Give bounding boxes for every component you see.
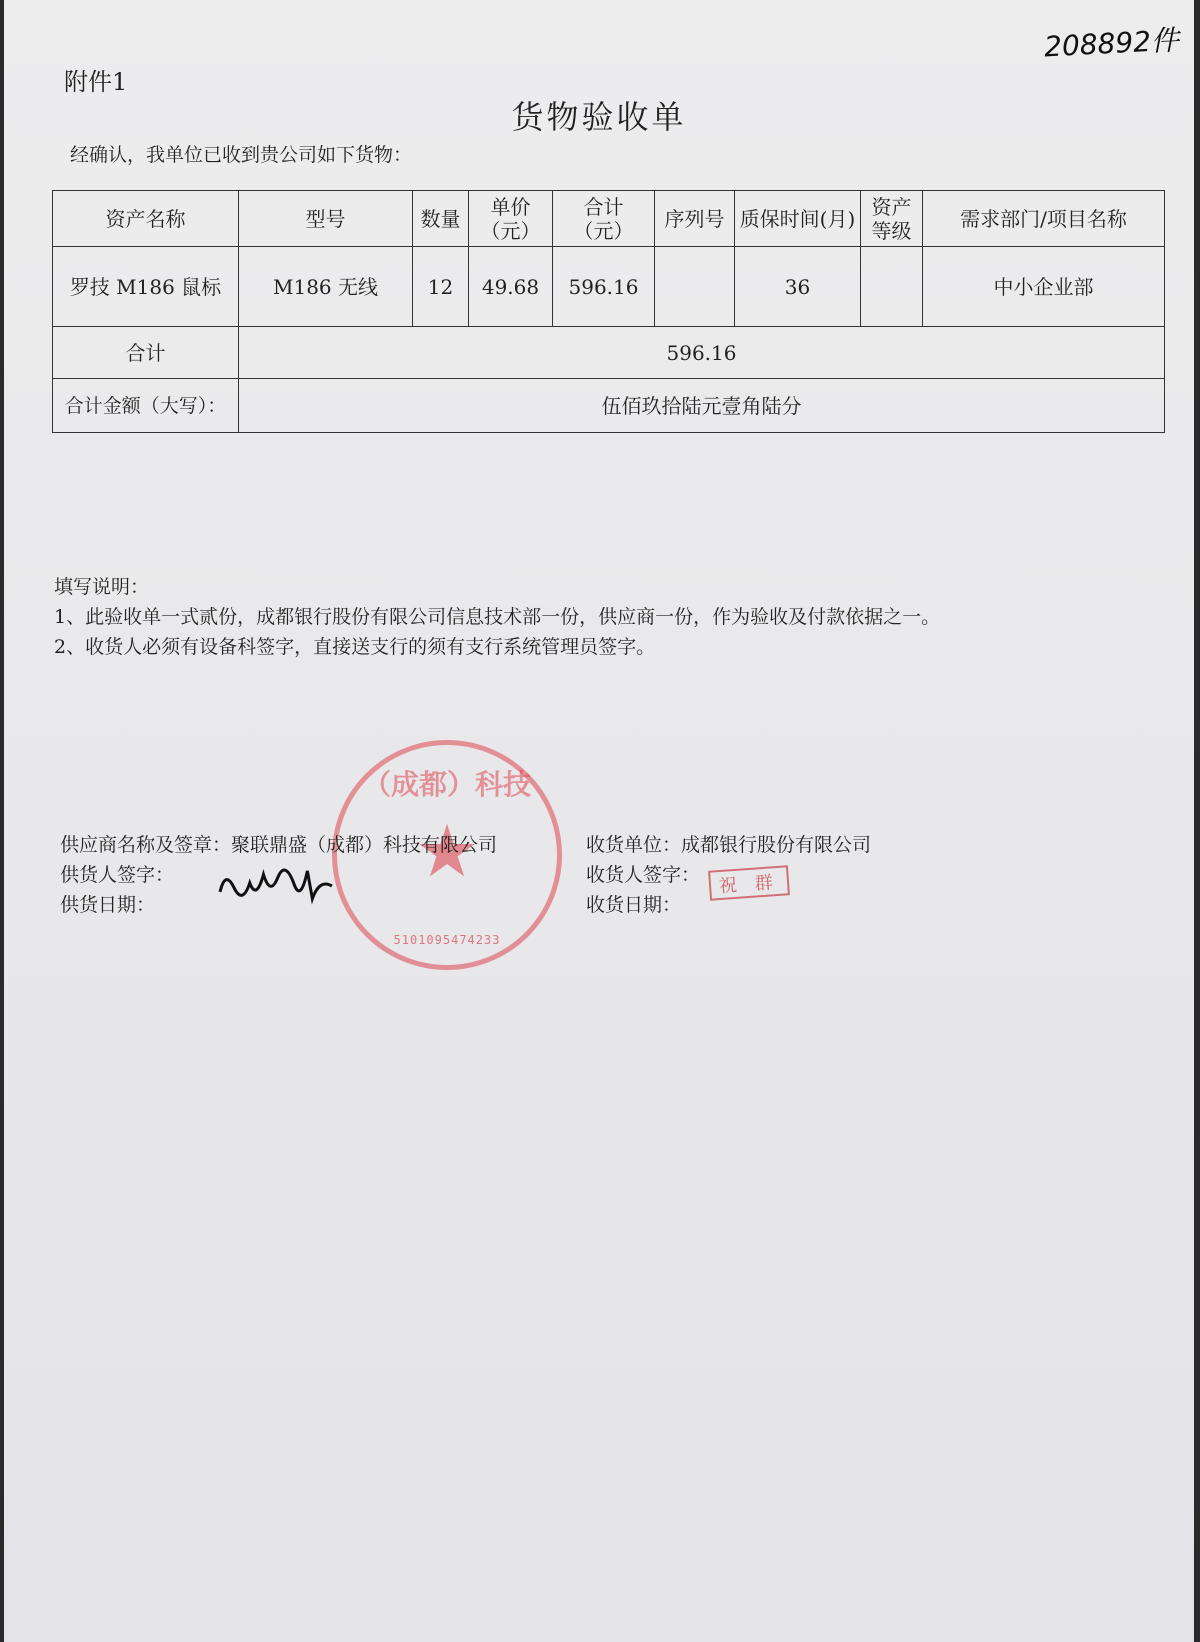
header-unit-price-line2: （元） xyxy=(480,218,541,243)
amount-in-words-row xyxy=(53,379,1165,433)
cell-dept: 中小企业部 xyxy=(923,247,1165,327)
cell-grade xyxy=(861,247,923,327)
star-icon: ★ xyxy=(414,809,480,893)
table-header-row xyxy=(53,191,1165,247)
receiver-date-label: 收货日期： xyxy=(586,894,682,916)
receiver-unit-line xyxy=(586,830,871,857)
header-model: 型号 xyxy=(239,191,413,247)
cell-subtotal: 596.16 xyxy=(553,247,655,327)
receiver-signer-label: 收货人签字： xyxy=(586,864,701,886)
seal-number: 5101095474233 xyxy=(393,933,501,947)
supplier-name-line xyxy=(60,830,497,857)
total-value: 596.16 xyxy=(239,327,1165,379)
header-unit-price xyxy=(469,191,553,247)
header-unit-price-line1: 单价 xyxy=(490,194,531,219)
cell-asset-name: 罗技 M186 鼠标 xyxy=(53,247,239,327)
header-quantity: 数量 xyxy=(413,191,469,247)
header-grade-line1: 资产 xyxy=(871,194,912,219)
instruction-item-1: 1、此验收单一式贰份，成都银行股份有限公司信息技术部一份，供应商一份，作为验收及付款依据之一。 xyxy=(54,606,941,628)
receiver-unit-label: 收货单位： xyxy=(586,834,682,856)
cell-warranty: 36 xyxy=(735,247,861,327)
header-asset-name: 资产名称 xyxy=(53,191,239,247)
table-row xyxy=(53,247,1165,327)
header-grade-line2: 等级 xyxy=(871,218,912,243)
total-label: 合计 xyxy=(53,327,239,379)
header-subtotal-line2: （元） xyxy=(573,218,634,243)
receiver-unit-value: 成都银行股份有限公司 xyxy=(681,834,872,856)
receiver-name-stamp: 祝 群 xyxy=(708,865,790,900)
header-subtotal-line1: 合计 xyxy=(583,194,624,219)
header-dept: 需求部门/项目名称 xyxy=(923,191,1165,247)
header-subtotal xyxy=(553,191,655,247)
supplier-name-value: 聚联鼎盛（成都）科技有限公司 xyxy=(231,834,498,856)
cell-quantity: 12 xyxy=(413,247,469,327)
page-title: 货物验收单 xyxy=(511,98,687,136)
seal-text: （成都）科技 xyxy=(362,768,531,801)
goods-table xyxy=(52,190,1165,433)
instructions xyxy=(54,572,940,662)
instruction-item-2: 2、收货人必须有设备科签字，直接送支行的须有支行系统管理员签字。 xyxy=(54,636,656,658)
supplier-date-label: 供货日期： xyxy=(60,894,156,916)
attachment-label: 附件1 xyxy=(64,68,128,96)
instructions-heading: 填写说明： xyxy=(54,576,150,598)
document-paper xyxy=(4,0,1194,1642)
header-warranty: 质保时间(月) xyxy=(735,191,861,247)
total-row xyxy=(53,327,1165,379)
supplier-name-label: 供应商名称及签章： xyxy=(60,834,232,856)
handwritten-note: 208892件 xyxy=(1043,23,1180,64)
supplier-signer-label: 供货人签字： xyxy=(60,864,175,886)
amount-in-words-value: 伍佰玖拾陆元壹角陆分 xyxy=(239,379,1165,433)
cell-serial xyxy=(655,247,735,327)
cell-model: M186 无线 xyxy=(239,247,413,327)
header-grade xyxy=(861,191,923,247)
intro-text: 经确认，我单位已收到贵公司如下货物： xyxy=(70,144,413,166)
cell-unit-price: 49.68 xyxy=(469,247,553,327)
header-serial: 序列号 xyxy=(655,191,735,247)
amount-in-words-label: 合计金额（大写）： xyxy=(53,379,239,433)
handwritten-signature xyxy=(215,858,337,921)
